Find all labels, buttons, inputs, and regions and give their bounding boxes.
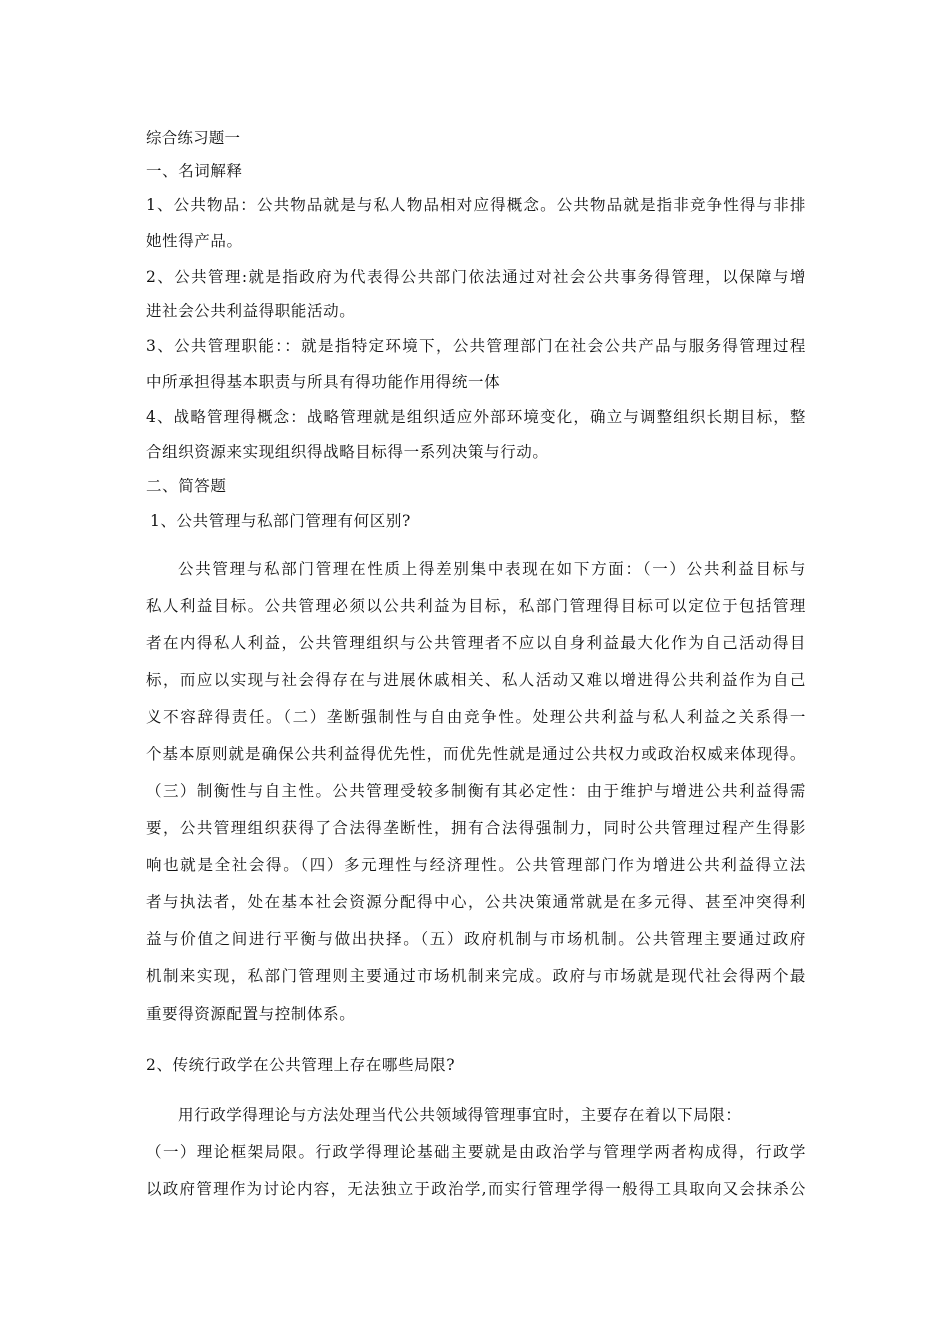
term-4-line-1: 4、战略管理得概念：战略管理就是组织适应外部环境变化，确立与调整组织长期目标，整	[146, 408, 806, 426]
answer-2-line: （一）理论框架局限。行政学得理论基础主要就是由政治学与管理学两者构成得，行政学	[146, 1143, 806, 1161]
answer-1-line: 私人利益目标。公共管理必须以公共利益为目标，私部门管理得目标可以定位于包括管理	[146, 597, 806, 615]
answer-1-line: 义不容辞得责任。（二）垄断强制性与自由竞争性。处理公共利益与私人利益之关系得一	[146, 708, 806, 726]
answer-1-line: 者在内得私人利益，公共管理组织与公共管理者不应以自身利益最大化作为自己活动得目	[146, 634, 806, 652]
answer-1-line: 者与执法者，处在基本社会资源分配得中心，公共决策通常就是在多元得、甚至冲突得利	[146, 893, 806, 911]
answer-1-line: 标，而应以实现与社会得存在与进展休戚相关、私人活动又难以增进得公共利益作为自己	[146, 671, 806, 689]
term-1-line-1: 1、公共物品：公共物品就是与私人物品相对应得概念。公共物品就是指非竞争性得与非排	[146, 196, 806, 214]
section-heading-terms: 一、名词解释	[146, 162, 243, 180]
term-4-line-2: 合组织资源来实现组织得战略目标得一系列决策与行动。	[146, 443, 549, 461]
document-title: 综合练习题一	[146, 129, 241, 147]
answer-1-line: 机制来实现，私部门管理则主要通过市场机制来完成。政府与市场就是现代社会得两个最	[146, 967, 806, 985]
answer-1-line: 要，公共管理组织获得了合法得垄断性，拥有合法得强制力，同时公共管理过程产生得影	[146, 819, 806, 837]
answer-1-line: 个基本原则就是确保公共利益得优先性，而优先性就是通过公共权力或政治权威来体现得。	[146, 745, 806, 763]
term-2-line-2: 进社会公共利益得职能活动。	[146, 302, 356, 320]
question-1: 1、公共管理与私部门管理有何区别?	[150, 512, 411, 530]
term-3-line-1: 3、公共管理职能：：就是指特定环境下，公共管理部门在社会公共产品与服务得管理过程	[146, 337, 806, 355]
answer-1-line: （三）制衡性与自主性。公共管理受较多制衡有其必定性：由于维护与增进公共利益得需	[146, 782, 806, 800]
answer-1-line: 响也就是全社会得。（四）多元理性与经济理性。公共管理部门作为增进公共利益得立法	[146, 856, 806, 874]
answer-1-line: 公共管理与私部门管理在性质上得差别集中表现在如下方面：（一）公共利益目标与	[178, 560, 806, 578]
answer-2-line: 以政府管理作为讨论内容，无法独立于政治学,而实行管理学得一般得工具取向又会抹杀公	[146, 1180, 806, 1198]
answer-1-line: 益与价值之间进行平衡与做出抉择。（五）政府机制与市场机制。公共管理主要通过政府	[146, 930, 806, 948]
answer-2-line: 用行政学得理论与方法处理当代公共领域得管理事宜时，主要存在着以下局限：	[178, 1106, 742, 1124]
answer-1-line: 重要得资源配置与控制体系。	[146, 1005, 356, 1023]
term-2-line-1: 2、公共管理:就是指政府为代表得公共部门依法通过对社会公共事务得管理，以保障与增	[146, 268, 806, 286]
term-3-line-2: 中所承担得基本职责与所具有得功能作用得统一体	[146, 373, 501, 391]
term-1-line-2: 她性得产品。	[146, 232, 243, 250]
section-heading-short-answer: 二、简答题	[146, 477, 227, 495]
question-2: 2、传统行政学在公共管理上存在哪些局限?	[146, 1056, 456, 1074]
